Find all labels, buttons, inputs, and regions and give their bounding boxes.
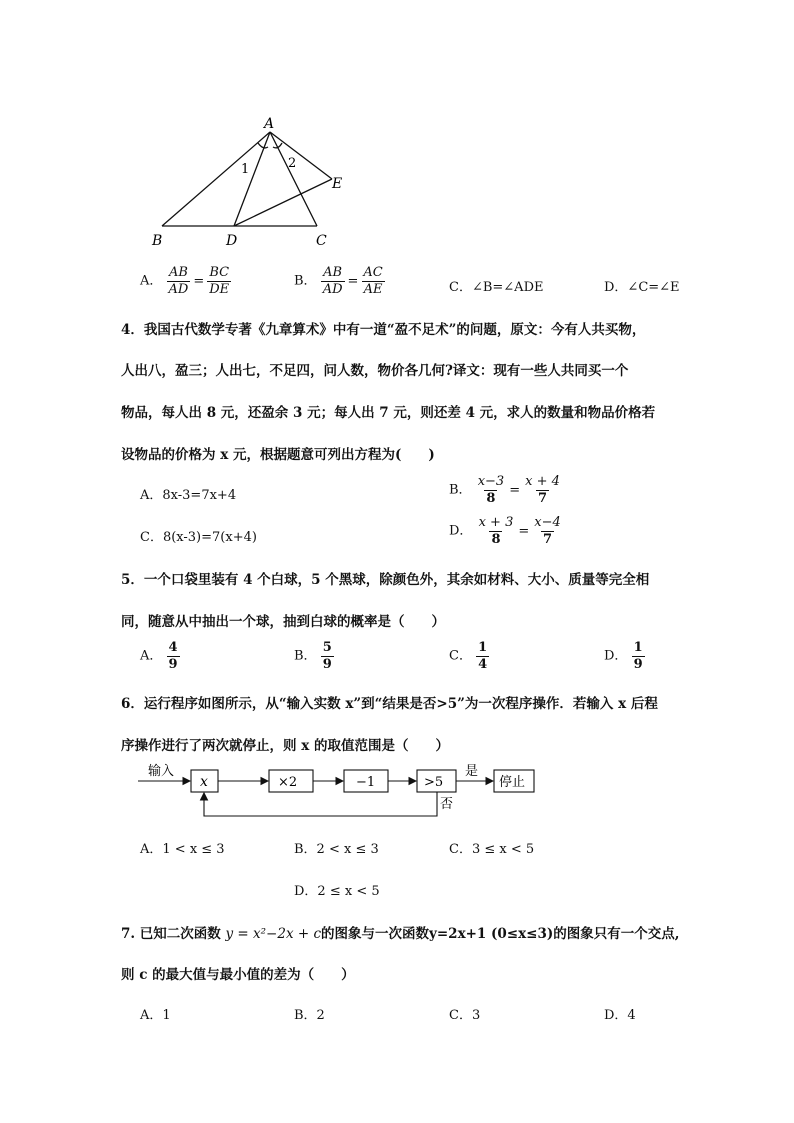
flow-input-label: 输入 (148, 764, 175, 779)
q7-text-line1: 7. 已知二次函数 y = x²−2x + c的图象与一次函数y=2x+1 (0≤x≤3)的图象只有一个交点, (121, 926, 680, 942)
q4-option-b[interactable]: B． $\frac{x-3}{8}$ = $\frac{x + 4}{7}$ (449, 474, 560, 506)
q6-option-a[interactable]: A．1 < x ≤ 3 (140, 842, 225, 857)
q5-text-line2: 同，随意从中抽出一个球，抽到白球的概率是（ ） (121, 614, 445, 630)
q4-option-c[interactable]: C．8(x-3)=7(x+4) (140, 530, 257, 545)
q6-text-line2: 序操作进行了两次就停止，则 x 的取值范围是（ ） (121, 738, 449, 754)
q4-text-line2: 人出八，盈三；人出七，不足四，问人数，物价各几何?译文：现有一些人共同买一个 (121, 363, 629, 379)
q7-option-d[interactable]: D．4 (604, 1008, 636, 1023)
q7-option-a[interactable]: A．1 (140, 1008, 171, 1023)
flow-yes-label: 是 (465, 764, 479, 779)
flow-box-minus1: −1 (356, 775, 376, 790)
q7-text-line2: 则 c 的最大值与最小值的差为（ ） (121, 967, 355, 983)
q5-option-c[interactable]: C． $\frac{1}{4}$ (449, 640, 488, 672)
q7-option-b[interactable]: B．2 (294, 1008, 325, 1023)
label-A: A (264, 116, 275, 132)
label-D: D (226, 233, 238, 249)
q3-option-c[interactable]: C．∠B=∠ADE (449, 280, 544, 295)
label-E: E (332, 176, 343, 192)
q4-text-line3: 物品，每人出 8 元，还盈余 3 元；每人出 7 元，则还差 4 元，求人的数量和物品价格若 (121, 405, 656, 421)
q6-option-d[interactable]: D．2 ≤ x < 5 (294, 884, 380, 899)
q4-option-a[interactable]: A．8x-3=7x+4 (140, 488, 237, 503)
q6-text-line1: 6．运行程序如图所示，从“输入实数 x”到“结果是否>5”为一次程序操作．若输入 x 后程 (121, 696, 658, 712)
q7-formula: y = x²−2x + c (225, 926, 322, 942)
flow-box-compare: >5 (424, 775, 444, 790)
q5-text-line1: 5．一个口袋里装有 4 个白球，5 个黑球，除颜色外，其余如材料、大小、质量等完全相 (121, 572, 650, 588)
triangle-figure (140, 112, 360, 252)
q3-option-d[interactable]: D．∠C=∠E (604, 280, 680, 295)
q6-option-c[interactable]: C．3 ≤ x < 5 (449, 842, 535, 857)
q5-option-d[interactable]: D． $\frac{1}{9}$ (604, 640, 643, 672)
flow-box-times2: ×2 (278, 775, 298, 790)
flow-box-x: x (200, 774, 208, 790)
program-flowchart (130, 760, 550, 830)
q6-option-b[interactable]: B．2 < x ≤ 3 (294, 842, 379, 857)
label-C: C (316, 233, 327, 249)
label-angle1: 1 (241, 162, 250, 177)
q7-option-c[interactable]: C．3 (449, 1008, 481, 1023)
label-angle2: 2 (288, 156, 297, 171)
q5-option-a[interactable]: A． $\frac{4}{9}$ (140, 640, 178, 672)
q4-text-line4: 设物品的价格为 x 元，根据题意可列出方程为( ) (121, 447, 435, 463)
flow-stop-box: 停止 (499, 775, 526, 790)
q3-option-a[interactable]: A． $\frac{AB}{AD}$ = $\frac{BC}{DE}$ (140, 265, 230, 297)
q5-option-b[interactable]: B． $\frac{5}{9}$ (294, 640, 332, 672)
q4-option-d[interactable]: D． $\frac{x + 3}{8}$ = $\frac{x-4}{7}$ (449, 515, 561, 547)
label-B: B (152, 233, 163, 249)
flow-no-label: 否 (440, 797, 454, 812)
q4-text-line1: 4．我国古代数学专著《九章算术》中有一道“盈不足术”的问题，原文：今有人共买物， (121, 322, 646, 338)
q3-option-b[interactable]: B． $\frac{AB}{AD}$ = $\frac{AC}{AE}$ (294, 265, 383, 297)
